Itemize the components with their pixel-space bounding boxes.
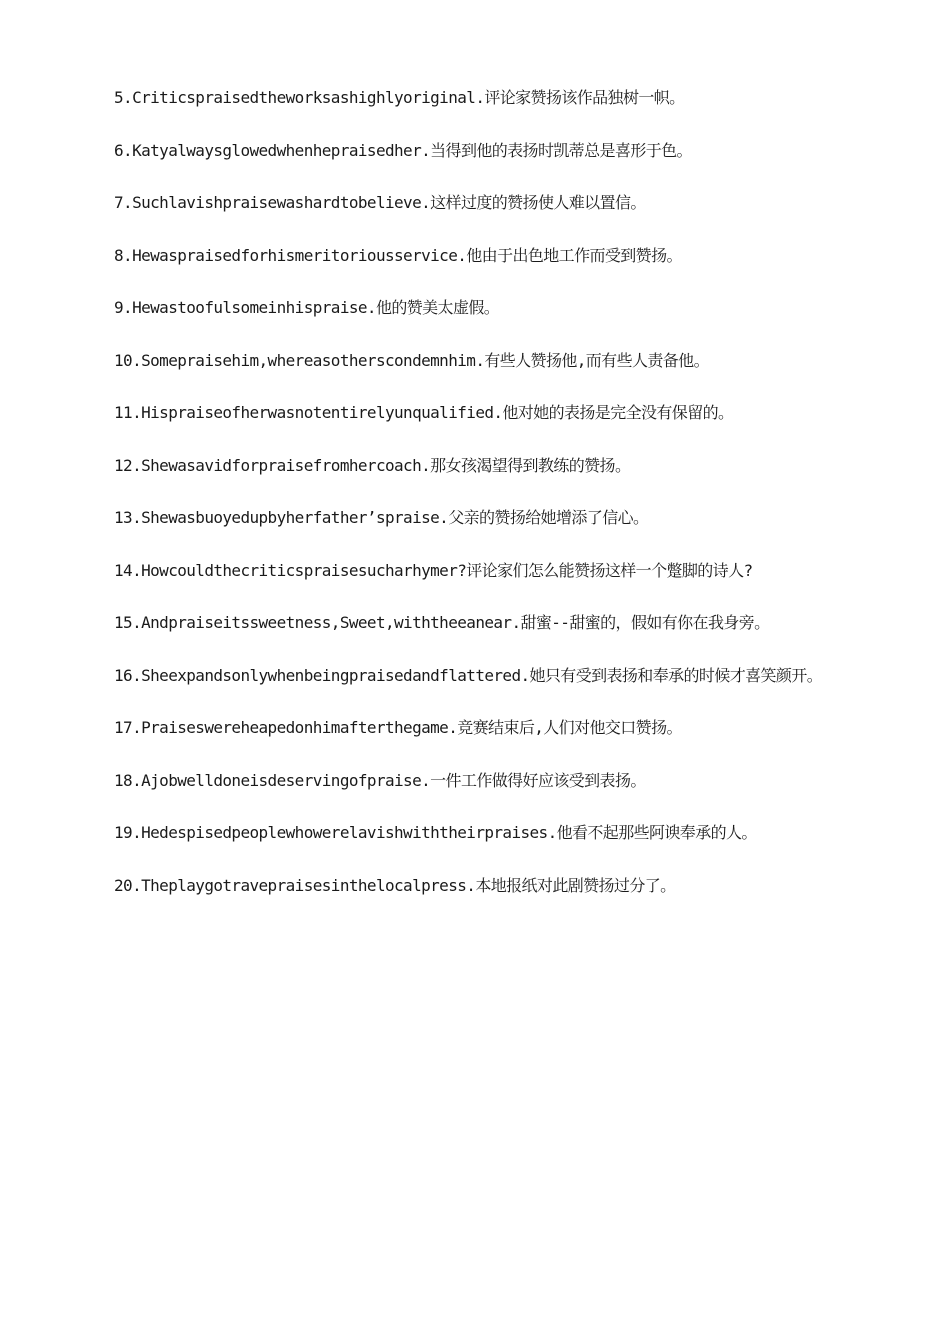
sentence-line: 8.Hewaspraisedforhismeritoriousservice.他由于出色地工作而受到赞扬。 (114, 245, 682, 265)
sentence-line: 10.Somepraisehim,whereasotherscondemnhim.有些人赞扬他,而有些人责备他。 (114, 350, 709, 370)
sentence-line: 9.Hewastoofulsomeinhispraise.他的赞美太虚假。 (114, 298, 500, 317)
sentence-line: 6.Katyalwaysglowedwhenhepraisedher.当得到他的表扬时凯蒂总是喜形于色。 (114, 140, 692, 160)
sentence-line: 20.Theplaygotravepraisesinthelocalpress.本地报纸对此剧赞扬过分了。 (114, 875, 676, 895)
sentence-line: 17.Praiseswereheapedonhimafterthegame.竞赛结束后,人们对他交口赞扬。 (114, 718, 682, 737)
sentence-line: 12.Shewasavidforpraisefromhercoach.那女孩渴望得到教练的赞扬。 (114, 455, 631, 475)
sentence-line: 14.Howcouldthecriticspraisesucharhymer?评论家们怎么能赞扬这样一个蹩脚的诗人? (114, 560, 753, 580)
sentence-line: 16.Sheexpandsonlywhenbeingpraisedandflattered.她只有受到表扬和奉承的时候才喜笑颜开。 (114, 665, 823, 685)
sentence-line: 5.Criticspraisedtheworksashighlyoriginal.评论家赞扬该作品独树一帜。 (114, 88, 685, 107)
sentence-line: 13.Shewasbuoyedupbyherfather’spraise.父亲的赞扬给她增添了信心。 (114, 508, 649, 527)
sentence-line: 11.Hispraiseofherwasnotentirelyunqualified.他对她的表扬是完全没有保留的。 (114, 403, 734, 422)
sentence-line: 15.Andpraiseitssweetness,Sweet,withtheeanear.甜蜜--甜蜜的，假如有你在我身旁。 (114, 613, 770, 632)
sentence-line: 7.Suchlavishpraisewashardtobelieve.这样过度的赞扬使人难以置信。 (114, 193, 646, 212)
sentence-line: 19.Hedespisedpeoplewhowerelavishwiththeirpraises.他看不起那些阿谀奉承的人。 (114, 823, 757, 842)
sentence-line: 18.Ajobwelldoneisdeservingofpraise.一件工作做得好应该受到表扬。 (114, 770, 646, 790)
document-body (82, 78, 862, 918)
